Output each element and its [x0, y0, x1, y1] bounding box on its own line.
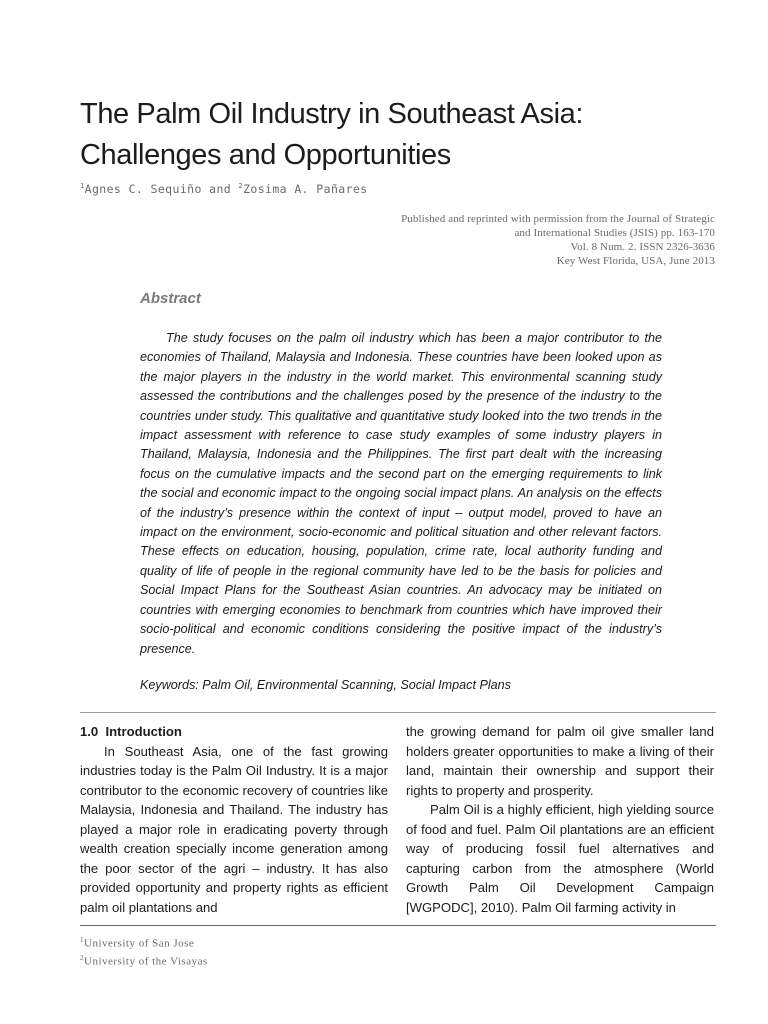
publication-note-line: Vol. 8 Num. 2. ISSN 2326-3636: [570, 241, 715, 253]
intro-paragraph-2: Palm Oil is a highly efficient, high yielding source of food and fuel. Palm Oil plantations are an efficient way of producing fossil fuel alternatives and capturing carbon from the atmosphere (World Growth Palm Oil Development Campaign [WGPODC], 2010). Palm Oil farming activity in: [406, 802, 714, 915]
author-1-name: Agnes C. Sequiño: [84, 182, 202, 196]
intro-paragraph-1: In Southeast Asia, one of the fast growing industries today is the Palm Oil Industry. It is a major contributor to the economic recovery of countries like Malaysia, Indonesia and Thailand. The industry has played a major role in eradicating poverty through wealth creation specially income generation among the poor sector of the agri – industry. It has also provided opportunity and property rights as efficient palm oil plantations and: [80, 743, 388, 915]
publication-note-line: Key West Florida, USA, June 2013: [556, 255, 715, 267]
footnote: [80, 933, 208, 951]
author-2-name: Zosima A. Pañares: [243, 182, 368, 196]
section-heading: [80, 722, 388, 742]
footnote: [80, 951, 208, 969]
left-column: [80, 722, 388, 917]
author-joiner: and: [201, 182, 239, 196]
footnote-marker: 2: [80, 953, 84, 962]
abstract-heading: Abstract: [140, 290, 201, 307]
publication-note: [315, 212, 715, 268]
section-title: Introduction: [105, 724, 182, 739]
intro-paragraph-continued: the growing demand for palm oil give smaller land holders greater opportunities to make a living of their land, maintain their ownership and support their rights to property and prosperity.: [406, 724, 714, 798]
footnote-text: University of San Jose: [84, 937, 195, 950]
author-2-marker: 2: [238, 182, 244, 191]
right-column: [406, 722, 714, 917]
publication-note-line: and International Studies (JSIS) pp. 163-170: [514, 227, 715, 239]
publication-note-line: Published and reprinted with permission from the Journal of Strategic: [401, 213, 715, 225]
author-1-marker: 1: [80, 182, 85, 191]
footnotes: [80, 933, 208, 968]
abstract-body: The study focuses on the palm oil industry which has been a major contributor to the economies of Thailand, Malaysia and Indonesia. These countries have been looked upon as the major players in the industry in the world market. This environmental scanning study assessed the contributions and the challenges posed by the presence of the industry to the countries under study. This qualitative and quantitative study looked into the two trends in the impact assessment with reference to case study examples of some industry players in Thailand, Malaysia, Indonesia and the Philippines. The first part dealt with the increasing focus on the cumulative impacts and the second part on the emerging requirements to link the social and economic impact to the ongoing social impact plans. An analysis on the effects of the industry’s presence within the context of input – output model, proved to have an impact on the environment, socio-economic and political situation and other relevant factors. These effects on education, housing, population, crime rate, local authority funding and quality of life of people in the regional community have led to be the basis for policies and Social Impact Plans for the Southeast Asian countries. An advocacy may be initiated on countries with emerging economies to benchmark from countries which have improved their socio-political and economic conditions considering the positive impact of the industry’s presence.: [140, 331, 662, 656]
footnote-text: University of the Visayas: [84, 955, 208, 968]
author-line: [80, 182, 368, 196]
paper-title: The Palm Oil Industry in Southeast Asia: Challenges and Opportunities: [80, 98, 584, 171]
section-number: 1.0: [80, 724, 99, 739]
section-divider: [80, 712, 716, 713]
footnote-divider: [80, 925, 716, 926]
footnote-marker: 1: [80, 936, 84, 944]
keywords-line: Keywords: Palm Oil, Environmental Scanning, Social Impact Plans: [140, 678, 511, 692]
